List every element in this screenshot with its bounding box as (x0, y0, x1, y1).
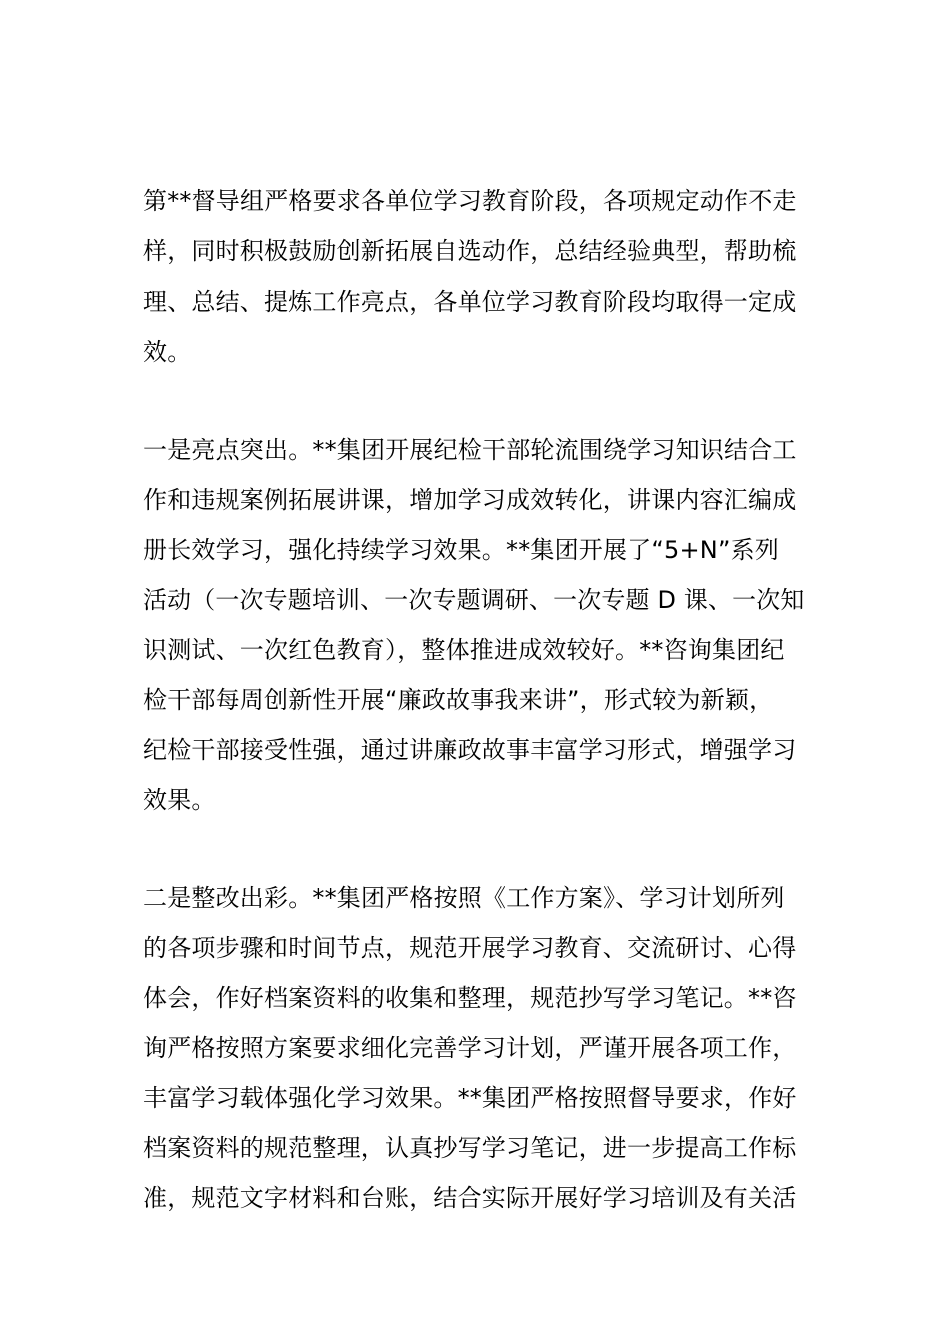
paragraph-3-line-5: 丰富学习载体强化学习效果。**集团严格按照督导要求，作好 (143, 1084, 797, 1112)
paragraph-1-line-1: 第**督导组严格要求各单位学习教育阶段，各项规定动作不走 (143, 187, 797, 215)
paragraph-2-line-2: 作和违规案例拓展讲课，增加学习成效转化，讲课内容汇编成 (143, 486, 797, 514)
paragraph-3-line-4: 询严格按照方案要求细化完善学习计划，严谨开展各项工作， (143, 1034, 797, 1062)
paragraph-2-line-6: 检干部每周创新性开展“廉政故事我来讲”，形式较为新颖， (143, 686, 774, 714)
paragraph-2-line-7: 纪检干部接受性强，通过讲廉政故事丰富学习形式，增强学习 (143, 736, 797, 764)
paragraph-2-line-3: 册长效学习，强化持续学习效果。**集团开展了“5+N”系列 (143, 536, 779, 564)
paragraph-1-line-2: 样，同时积极鼓励创新拓展自选动作，总结经验典型，帮助梳 (143, 237, 797, 265)
paragraph-1-line-4: 效。 (143, 338, 192, 366)
paragraph-3-line-3: 体会，作好档案资料的收集和整理，规范抄写学习笔记。**咨 (143, 984, 797, 1012)
paragraph-2-line-1: 一是亮点突出。**集团开展纪检干部轮流围绕学习知识结合工 (143, 436, 797, 464)
paragraph-2-line-8: 效果。 (143, 786, 216, 814)
paragraph-3-line-7: 准，规范文字材料和台账，结合实际开展好学习培训及有关活 (143, 1184, 797, 1212)
paragraph-2-line-4: 活动（一次专题培训、一次专题调研、一次专题 D 课、一次知 (143, 586, 805, 614)
paragraph-3-line-6: 档案资料的规范整理，认真抄写学习笔记，进一步提高工作标 (143, 1134, 797, 1162)
paragraph-3-line-1: 二是整改出彩。**集团严格按照《工作方案》、学习计划所列 (143, 884, 785, 912)
paragraph-3-line-2: 的各项步骤和时间节点，规范开展学习教育、交流研讨、心得 (143, 934, 797, 962)
paragraph-1-line-3: 理、总结、提炼工作亮点，各单位学习教育阶段均取得一定成 (143, 288, 797, 316)
paragraph-2-line-5: 识测试、一次红色教育），整体推进成效较好。**咨询集团纪 (143, 636, 785, 664)
